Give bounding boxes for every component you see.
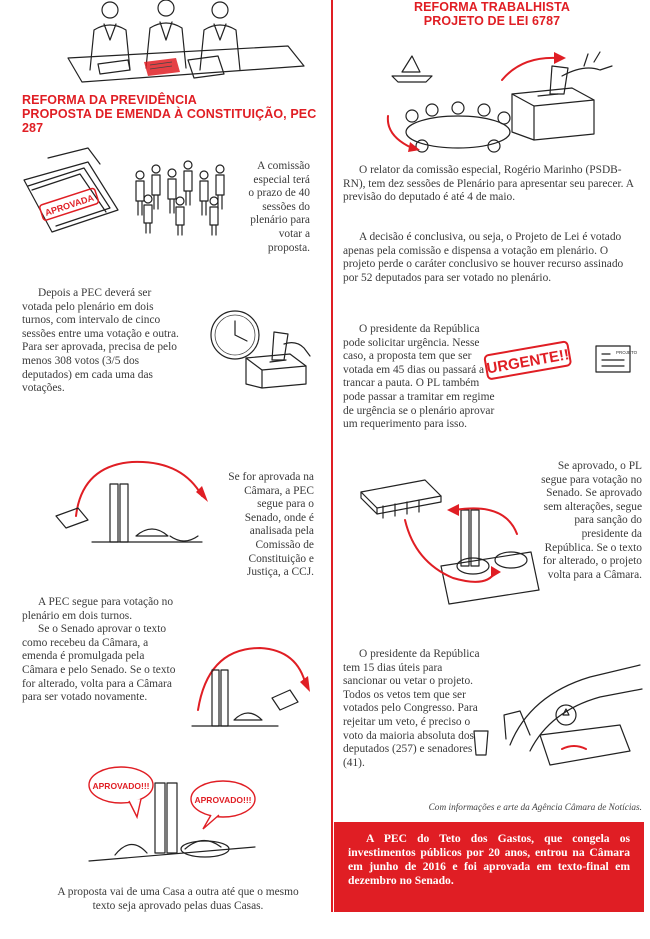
highlight-text: A PEC do Teto dos Gastos, que congela os investimentos públicos por 20 anos, entrou na Câmara em junho de 2016 e foi aprovada em texto-final em dezembro no Senado. — [348, 832, 630, 887]
folder-icon — [18, 140, 128, 245]
signing-hand-icon — [470, 655, 645, 775]
urgent-stamp-icon — [480, 330, 640, 390]
left-heading-line2: PROPOSTA DE EMENDA À CONSTITUIÇÃO, PEC 287 — [22, 107, 317, 135]
stamp-aprovada: APROVADA — [43, 192, 96, 218]
ballot-box-icon — [240, 330, 320, 390]
right-text-2: A decisão é conclusiva, ou seja, o Projeto de Lei é votado apenas pela comissão e dispensa a votação em plenário. O projeto perde o caráter conclusivo se houver recurso assinado por 52 deputados para ser votado no plenário. — [343, 231, 624, 284]
congress-building-icon-2 — [188, 640, 318, 740]
left-text-4 — [22, 596, 180, 705]
left-text-1: A comissão especial terá o prazo de 40 sessões do plenário para votar a proposta. — [248, 160, 310, 254]
left-text-2: Depois a PEC deverá ser votada pelo plenário em dois turnos, com intervalo de cinco sessões entre uma votação e outra. Para ser aprovada, precisa de pelo menos 308 votos (3/5 dos deputados) em cada uma das votações. — [22, 287, 179, 395]
crowd-illustration — [130, 155, 250, 235]
highlight-box — [334, 822, 644, 912]
right-heading-line2: PROJETO DE LEI 6787 — [423, 14, 561, 28]
congress-building-icon — [52, 456, 227, 556]
congress-building-icon-right — [345, 462, 545, 612]
bubble-aprovado-1: APROVADO!!! — [92, 781, 150, 791]
urgent-label: URGENTE!! — [485, 346, 571, 378]
left-heading — [22, 93, 322, 135]
right-text-3: O presidente da República pode solicitar urgência. Nesse caso, a proposta tem que ser votada em 45 dias ou passará a trancar a pauta. O PL também pode passar a tramitar em regime de urgência se o plenário aprovar um requerimento para isso. — [343, 323, 495, 431]
projeto-label: PROJETO — [616, 350, 638, 355]
congress-approved-illustration — [85, 755, 260, 875]
right-heading-line1: REFORMA TRABALHISTA — [413, 0, 571, 14]
committee-vote-illustration — [362, 36, 622, 156]
right-text-4: Se aprovado, o PL segue para votação no Senado. Se aprovado sem alterações, segue para sanção do presidente da República. Se o texto for alterado, o projeto volta para a Câmara. — [541, 460, 642, 581]
right-text-5: O presidente da República tem 15 dias úteis para sancionar ou vetar o projeto. Todos os vetos tem que ser votados pelo Congresso. Para rejeitar um veto, é preciso o voto da maioria absoluta dos deputados (257) e senadores (41). — [343, 648, 480, 769]
left-text-5: A proposta vai de uma Casa a outra até que o mesmo texto seja aprovado pelas duas Casas. — [57, 886, 299, 912]
credit-text: Com informações e arte da Agência Câmara de Notícias. — [428, 803, 642, 813]
left-text-4b: Se o Senado aprovar o texto como recebeu da Câmara, a emenda é promulgada pela Câmara e pelo Senado. Se o texto for alterado, volta para a Câmara para ser votado novamente. — [22, 623, 176, 704]
committee-illustration — [68, 0, 308, 90]
bubble-aprovado-2: APROVADO!!! — [194, 795, 252, 805]
left-text-4a: A PEC segue para votação no plenário em dois turnos. — [22, 596, 174, 622]
column-divider — [331, 0, 333, 912]
right-text-1: O relator da comissão especial, Rogério Marinho (PSDB-RN), tem dez sessões de Plenário para apresentar seu parecer. A previsão do deputado é até 4 de maio. — [343, 164, 634, 204]
left-text-3: Se for aprovada na Câmara, a PEC segue para o Senado, onde é analisada pela Comissão de Constituição e Justiça, a CCJ. — [228, 471, 314, 579]
left-heading-line1: REFORMA DA PREVIDÊNCIA — [22, 93, 197, 107]
right-heading — [392, 0, 592, 28]
